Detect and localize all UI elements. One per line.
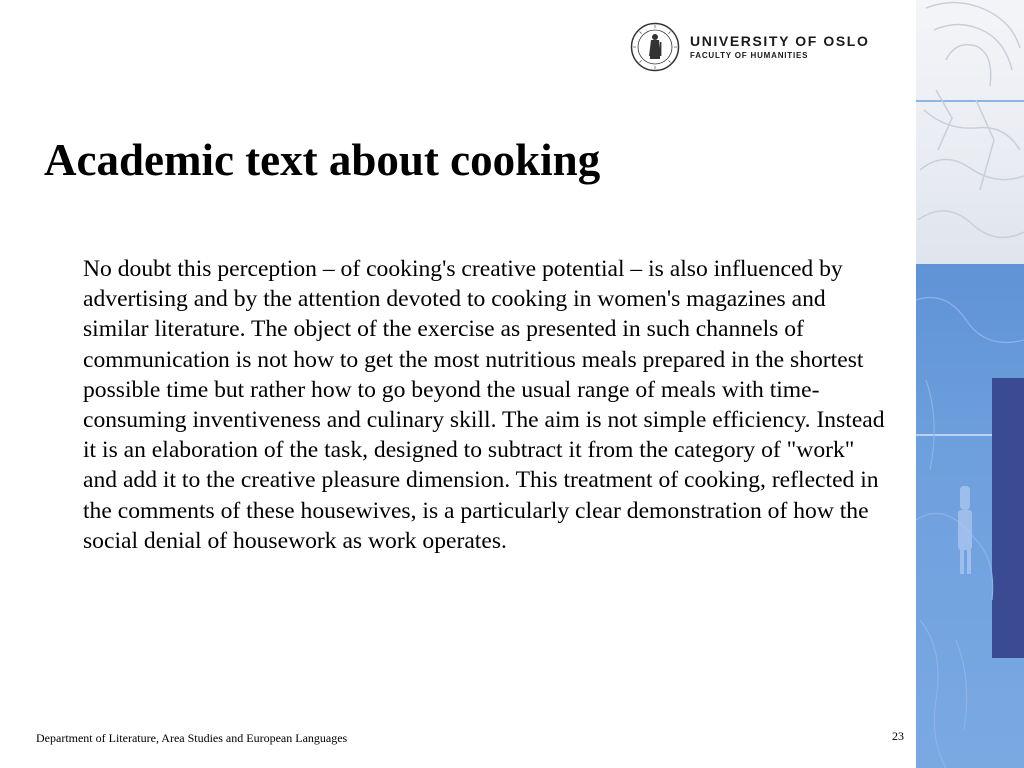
page-number: 23 [892,729,904,743]
logo-text-block [690,32,869,62]
slide-title: Academic text about cooking [44,135,601,185]
footer-department: Department of Literature, Area Studies and European Languages [36,731,348,745]
side-strip-line-art [916,0,1024,768]
body-paragraph: No doubt this perception – of cooking's creative potential – is also influenced by advertising and by the attention devoted to cooking in women's magazines and similar literature. The object of the exercise as presented in such channels of communication is not how to get the most nutritious meals prepared in the shortest possible time but rather how to go beyond the usual range of meals with time-consuming inventiveness and culinary skill. The aim is not simple efficiency. Instead it is an elaboration of the task, designed to subtract it from the category of "work" and add it to the creative pleasure dimension. This treatment of cooking, reflected in the comments of these housewives, is a particularly clear demonstration of how the social denial of housework as work operates. [83,256,885,554]
decorative-side-strip [916,0,1024,768]
faculty-name: FACULTY OF HUMANITIES [690,51,809,60]
university-seal-icon [630,22,680,72]
university-name: UNIVERSITY OF OSLO [690,33,870,49]
university-logo [630,20,869,74]
